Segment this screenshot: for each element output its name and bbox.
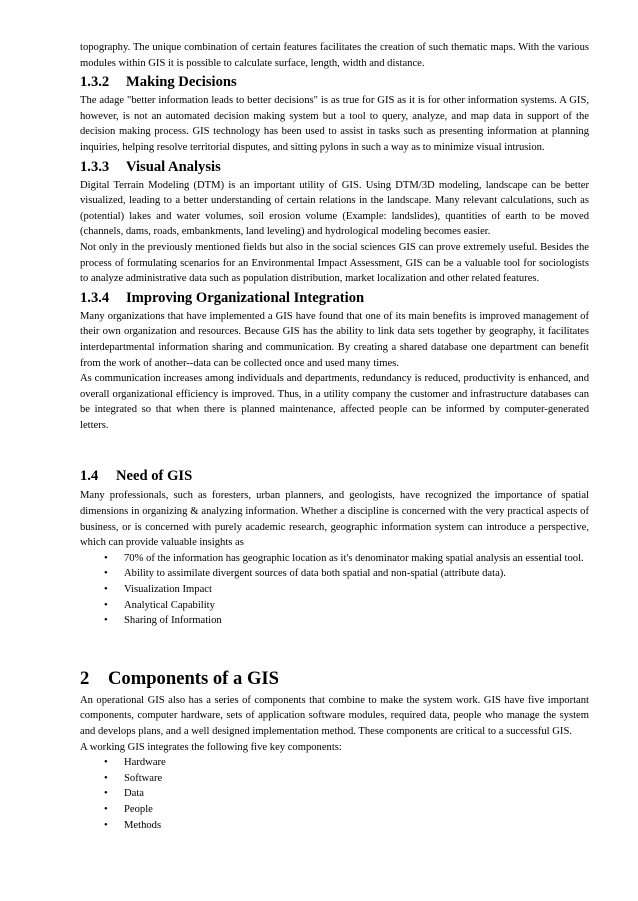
paragraph: Not only in the previously mentioned fields but also in the social sciences GIS can prove extremely useful. Besides the process of formulating scenarios for an Environmental Impact Assessment, GIS can be a valuable tool for sociologists to analyze administrative data such as population distribution, market localization and other related features. <box>80 241 589 285</box>
heading-title: Making Decisions <box>126 74 237 91</box>
intro-paragraph: topography. The unique combination of certain features facilitates the creation of such thematic maps. With the various modules within GIS it is possible to calculate surface, length, width and distance. <box>80 42 589 69</box>
list-item: • Analytical Capability <box>80 598 589 614</box>
paragraph: As communication increases among individuals and departments, redundancy is reduced, productivity is enhanced, and overall organizational efficiency is improved. Thus, in a utility company the customer and infrastructure databases can be integrated so that when there is planned maintenance, affected people can be informed by computer-generated letters. <box>80 373 589 431</box>
bullet: • <box>104 552 108 564</box>
heading-1-4 <box>80 467 589 486</box>
heading-number: 1.3.2 <box>80 74 110 91</box>
list-item: • 70% of the information has geographic location as it's denominator making spatial analysis an essential tool. <box>80 551 589 567</box>
document-page <box>80 40 589 833</box>
bullet: • <box>104 568 108 580</box>
heading-number: 1.3.3 <box>80 158 110 175</box>
heading-1-3-4 <box>80 289 589 308</box>
paragraph: The adage "better information leads to better decisions" is as true for GIS as it is for other information systems. A GIS, however, is not an automated decision making system but a tool to query, analyze, and map data in support of the decision making process. GIS technology has been used to assist in tasks such as presenting information at planning inquiries, helping resolve territorial disputes, and sitting pylons in such a way as to minimize visual intrusion. <box>80 95 589 153</box>
list-item: • Data <box>80 786 589 802</box>
bullet: • <box>104 788 108 800</box>
list-item: • Ability to assimilate divergent sources of data both spatial and non-spatial (attribute data). <box>80 566 589 582</box>
bullet: • <box>104 772 108 784</box>
heading-2 <box>80 667 589 691</box>
list-item: • Software <box>80 771 589 787</box>
bullet: • <box>104 819 108 831</box>
bullet: • <box>104 584 108 596</box>
list-item: • People <box>80 802 589 818</box>
list-item: • Sharing of Information <box>80 613 589 629</box>
need-of-gis-list <box>80 551 589 629</box>
paragraph: A working GIS integrates the following five key components: <box>80 741 342 753</box>
paragraph: An operational GIS also has a series of components that combine to make the system work. GIS have five important components, computer hardware, sets of application software modules, required data, people who manage the system and develops plans, and a well designed implementation method. These components are critical to a successful GIS. <box>80 694 589 737</box>
heading-title: Need of GIS <box>116 468 193 485</box>
paragraph: Many professionals, such as foresters, urban planners, and geologists, have recognized the importance of spatial dimensions in organizing & analyzing information. Whether a discipline is concerned with the very practical aspects of business, or is concerned with purely academic research, geographic information system can introduce a perspective, which can provide valuable insights as <box>80 490 589 549</box>
heading-1-3-2 <box>80 73 589 92</box>
list-item: • Hardware <box>80 755 589 771</box>
heading-title: Components of a GIS <box>108 667 279 689</box>
heading-title: Improving Organizational Integration <box>126 289 365 306</box>
bullet: • <box>104 615 108 627</box>
heading-1-3-3 <box>80 158 589 177</box>
list-item: • Methods <box>80 818 589 834</box>
paragraph: Many organizations that have implemented a GIS have found that one of its main benefits is improved management of their own organization and resources. Because GIS has the ability to link data sets together by geography, it facilitates interdepartmental information sharing and communication. By creating a shared database one department can benefit from the work of another--data can be collected once and used many times. <box>80 310 589 369</box>
heading-number: 2 <box>80 667 90 689</box>
bullet: • <box>104 599 108 611</box>
heading-number: 1.4 <box>80 468 99 485</box>
list-item: • Visualization Impact <box>80 582 589 598</box>
heading-number: 1.3.4 <box>80 289 110 306</box>
heading-title: Visual Analysis <box>126 158 221 175</box>
paragraph: Digital Terrain Modeling (DTM) is an important utility of GIS. Using DTM/3D modeling, landscape can be better visualized, leading to a better understanding of certain relations in the landscape. Many relevant calculations, such as (potential) lakes and water volumes, soil erosion volume (Example: landslides), quantities of earth to be moved (channels, dams, roads, embankments, land leveling) and hydrological modeling becomes easier. <box>80 179 589 238</box>
bullet: • <box>104 757 108 769</box>
components-list <box>80 755 589 833</box>
bullet: • <box>104 803 108 815</box>
